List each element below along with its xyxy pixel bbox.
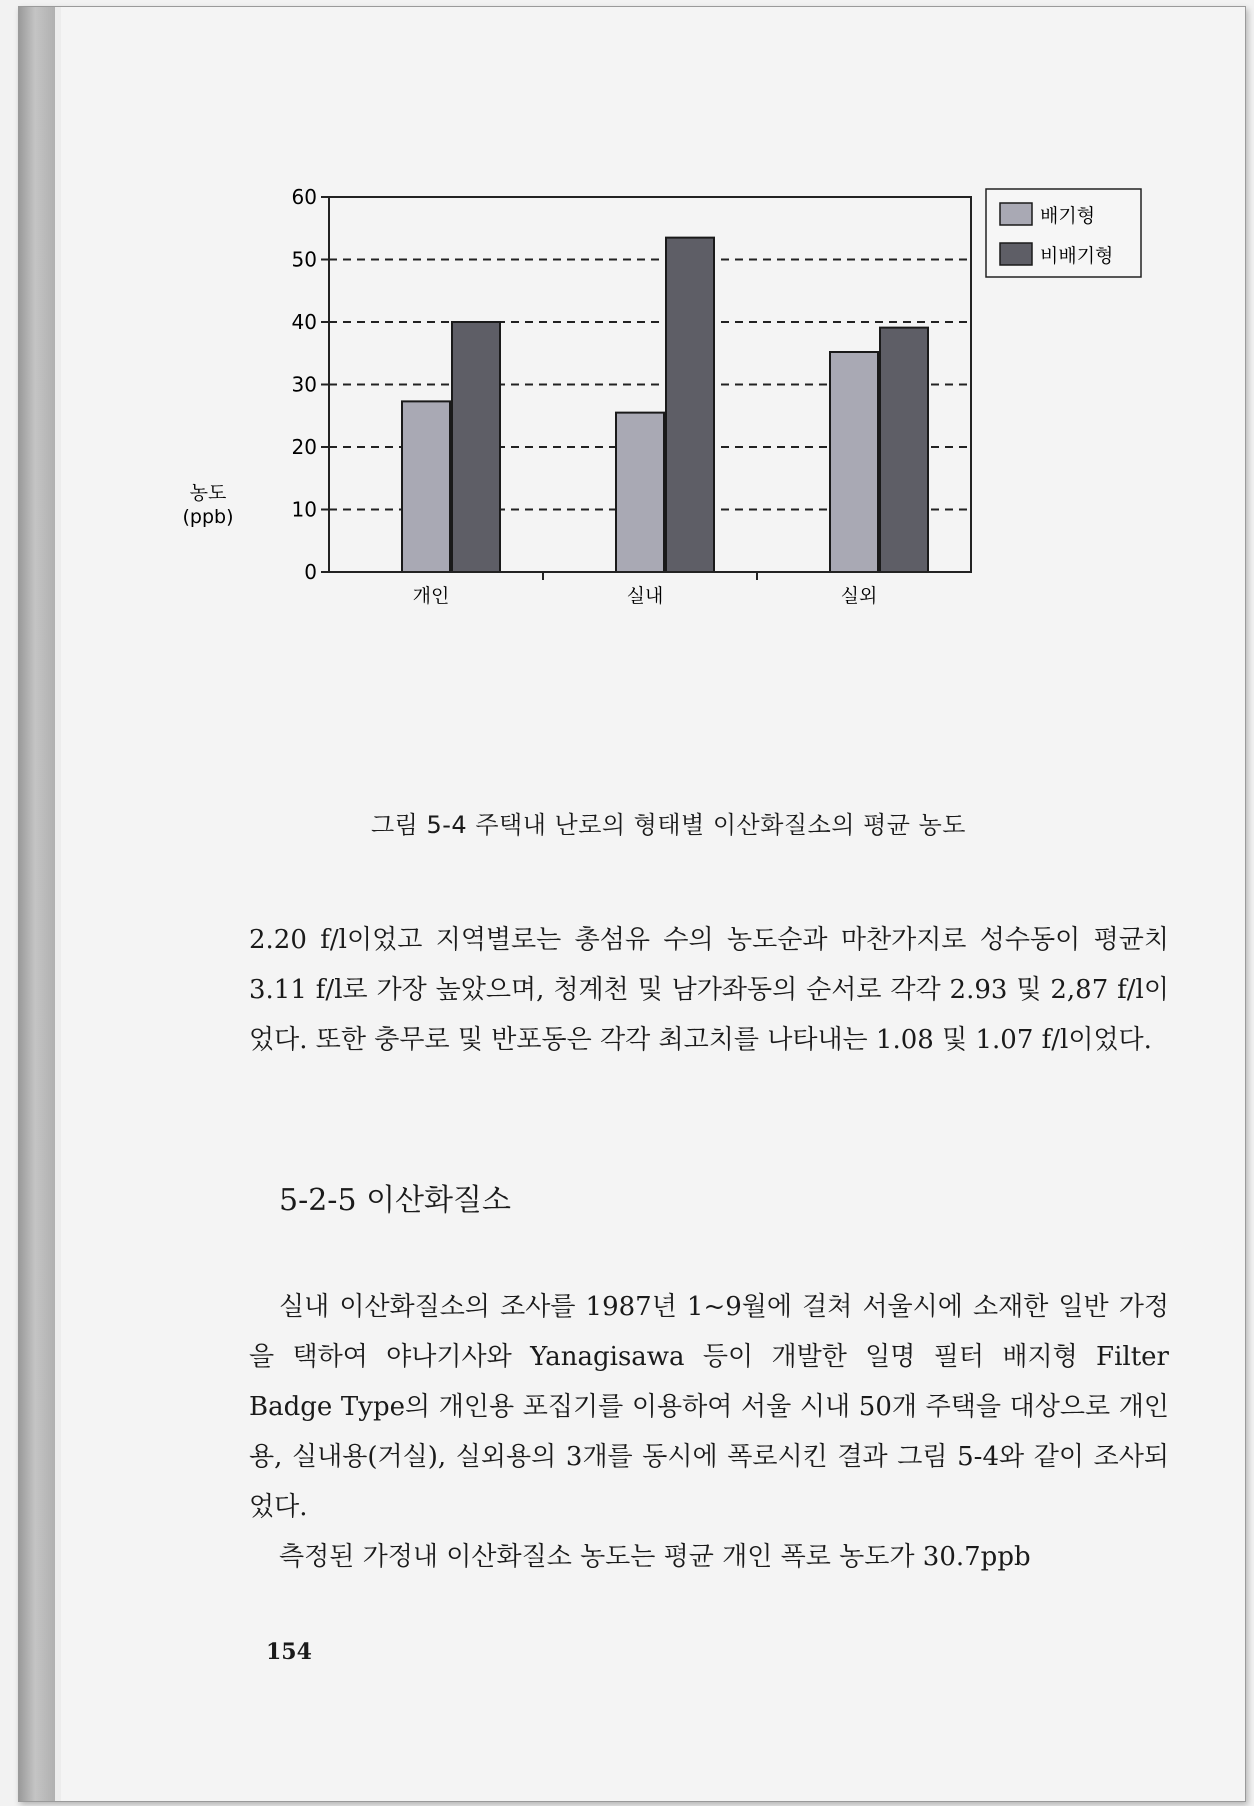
page-number: 154 <box>266 1639 312 1665</box>
bar-chart-svg <box>182 177 1161 697</box>
bar <box>402 401 450 572</box>
bar <box>666 238 714 572</box>
bar-chart <box>182 177 1161 697</box>
legend-swatch <box>1000 243 1032 265</box>
bar <box>452 322 500 572</box>
section-heading: 5-2-5 이산화질소 <box>279 1183 511 1218</box>
legend-label: 비배기형 <box>1040 245 1114 267</box>
y-tick-label: 60 <box>291 185 317 209</box>
y-tick-label: 0 <box>304 560 317 584</box>
figure-caption: 그림 5-4 주택내 난로의 형태별 이산화질소의 평균 농도 <box>371 811 966 839</box>
legend-label: 배기형 <box>1040 205 1096 227</box>
paragraph-3: 측정된 가정내 이산화질소 농도는 평균 개인 폭로 농도가 30.7ppb <box>279 1542 1031 1572</box>
book <box>18 6 1246 1802</box>
book-spine <box>19 7 55 1801</box>
bars <box>402 238 928 572</box>
bar <box>830 352 878 572</box>
y-tick-label: 50 <box>291 247 317 272</box>
paragraph-2: 실내 이산화질소의 조사를 1987년 1~9월에 걸쳐 서울시에 소재한 일반 가정을 택하여 야나기사와 Yanagisawa 등이 개발한 일명 필터 배지형 Filter Badge Type의 개인용 포집기를 이용하여 서울 시내 50개 주택을 대상으로 개인용, 실내용(거실), 실외용의 3개를 동시에 폭로시킨 결과 그림 5-4와 같이 조사되었다. <box>249 1292 1169 1522</box>
bar <box>880 328 928 572</box>
y-tick-labels <box>292 185 317 584</box>
paragraph-1: 2.20 f/l이었고 지역별로는 총섬유 수의 농도순과 마찬가지로 성수동이 평균치 3.11 f/l로 가장 높았으며, 청계천 및 남가좌동의 순서로 각각 2.93 및 2,87 f/l이었다. 또한 충무로 및 반포동은 각각 최고치를 나타내는 1.08 및 1.07 f/l이었다. <box>249 925 1169 1055</box>
x-tick-label: 개인 <box>412 585 450 607</box>
y-tick-label: 40 <box>291 310 317 334</box>
legend-swatch <box>1000 203 1032 225</box>
book-page <box>61 7 1245 1801</box>
y-tick-label: 20 <box>291 435 317 459</box>
bar <box>616 413 664 572</box>
x-tick-label: 실내 <box>626 585 664 607</box>
chart-legend <box>986 189 1141 277</box>
y-tick-label: 10 <box>291 497 317 522</box>
x-tick-labels <box>413 585 878 607</box>
y-axis-label-line1: 농도 <box>189 482 227 504</box>
x-tick-label: 실외 <box>840 585 878 607</box>
y-tick-label: 30 <box>291 372 317 397</box>
y-axis-label-line2: (ppb) <box>182 506 234 528</box>
